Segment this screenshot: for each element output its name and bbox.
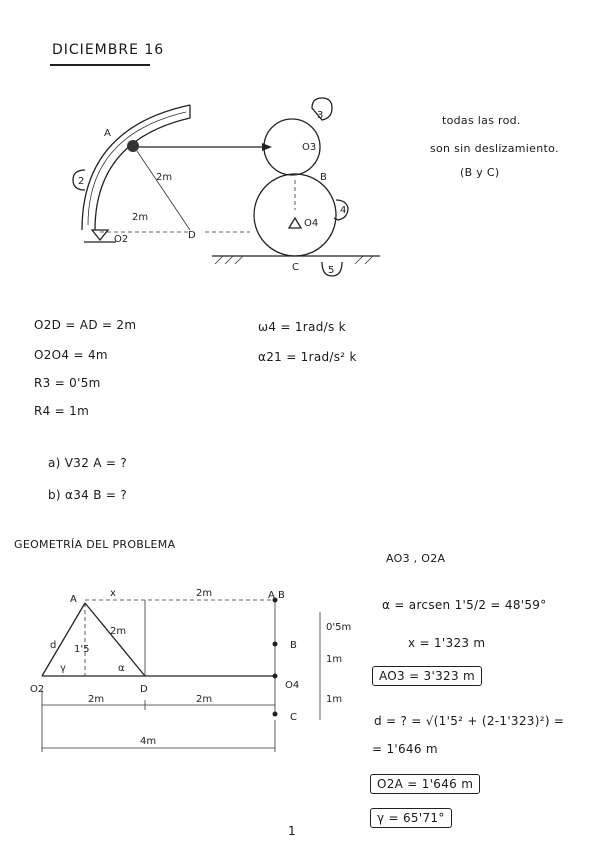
label-c: C (292, 262, 299, 273)
geo-label-b2m: 2m (88, 694, 105, 705)
note-line-1: todas las rod. (442, 114, 521, 127)
geo-label-a: A (70, 594, 77, 605)
geo-label-05m: 0'5m (326, 622, 352, 633)
geo-label-c: C (290, 712, 297, 723)
given-3: R3 = 0'5m (34, 376, 101, 390)
geo-label-x: x (110, 588, 116, 599)
label-2m-base: 2m (132, 212, 149, 223)
geo-label-b2m-b: 2m (196, 694, 213, 705)
geometry-heading: GEOMETRÍA DEL PROBLEMA (14, 538, 176, 551)
alpha-21: α21 = 1rad/s² k (258, 350, 357, 364)
calc-header: AO3 , O2A (386, 552, 446, 565)
calc-gamma: γ = 65'71° (370, 808, 452, 828)
label-body-2: 2 (78, 176, 85, 187)
question-a: a) V32 A = ? (48, 456, 128, 470)
label-d: D (188, 230, 196, 241)
question-b: b) α34 B = ? (48, 488, 127, 502)
geo-label-d-point: D (140, 684, 148, 695)
given-1: O2D = AD = 2m (34, 318, 137, 332)
calc-alpha: α = arcsen 1'5/2 = 48'59° (382, 598, 547, 612)
label-b: B (320, 172, 327, 183)
geo-label-b: B (290, 640, 297, 651)
geo-label-diag-2m: 2m (110, 626, 127, 637)
given-2: O2O4 = 4m (34, 348, 108, 362)
calc-ao3: AO3 = 3'323 m (372, 666, 482, 686)
page-title: DICIEMBRE 16 (52, 42, 165, 58)
note-line-2: son sin deslizamiento. (430, 142, 559, 155)
calc-d: d = ? = √(1'5² + (2-1'323)²) = (374, 714, 565, 728)
given-4: R4 = 1m (34, 404, 90, 418)
omega-4: ω4 = 1rad/s k (258, 320, 346, 334)
label-o2: O2 (114, 234, 129, 245)
label-2m-diag: 2m (156, 172, 173, 183)
geo-label-o2: O2 (30, 684, 45, 695)
label-body-5: 5 (328, 265, 335, 276)
calc-x: x = 1'323 m (408, 636, 486, 650)
geo-label-15: 1'5 (74, 644, 90, 655)
calc-o2a: O2A = 1'646 m (370, 774, 480, 794)
label-body-3: 3 (317, 110, 324, 121)
label-a: A (104, 128, 111, 139)
geo-label-1m: 1m (326, 654, 343, 665)
geo-label-top-2m: 2m (196, 588, 213, 599)
geo-label-ab: A B (268, 590, 285, 601)
geo-label-o4: O4 (285, 680, 300, 691)
geo-label-gamma: γ (60, 663, 66, 674)
geo-label-4m: 4m (140, 736, 157, 747)
calc-d-value: = 1'646 m (372, 742, 438, 756)
label-body-4: 4 (340, 205, 347, 216)
geo-label-alpha: α (118, 663, 125, 674)
page-number: 1 (288, 824, 296, 838)
geo-label-d: d (50, 640, 57, 651)
note-line-3: (B y C) (460, 166, 500, 179)
label-o3: O3 (302, 142, 317, 153)
label-o4: O4 (304, 218, 319, 229)
geo-label-1m-b: 1m (326, 694, 343, 705)
